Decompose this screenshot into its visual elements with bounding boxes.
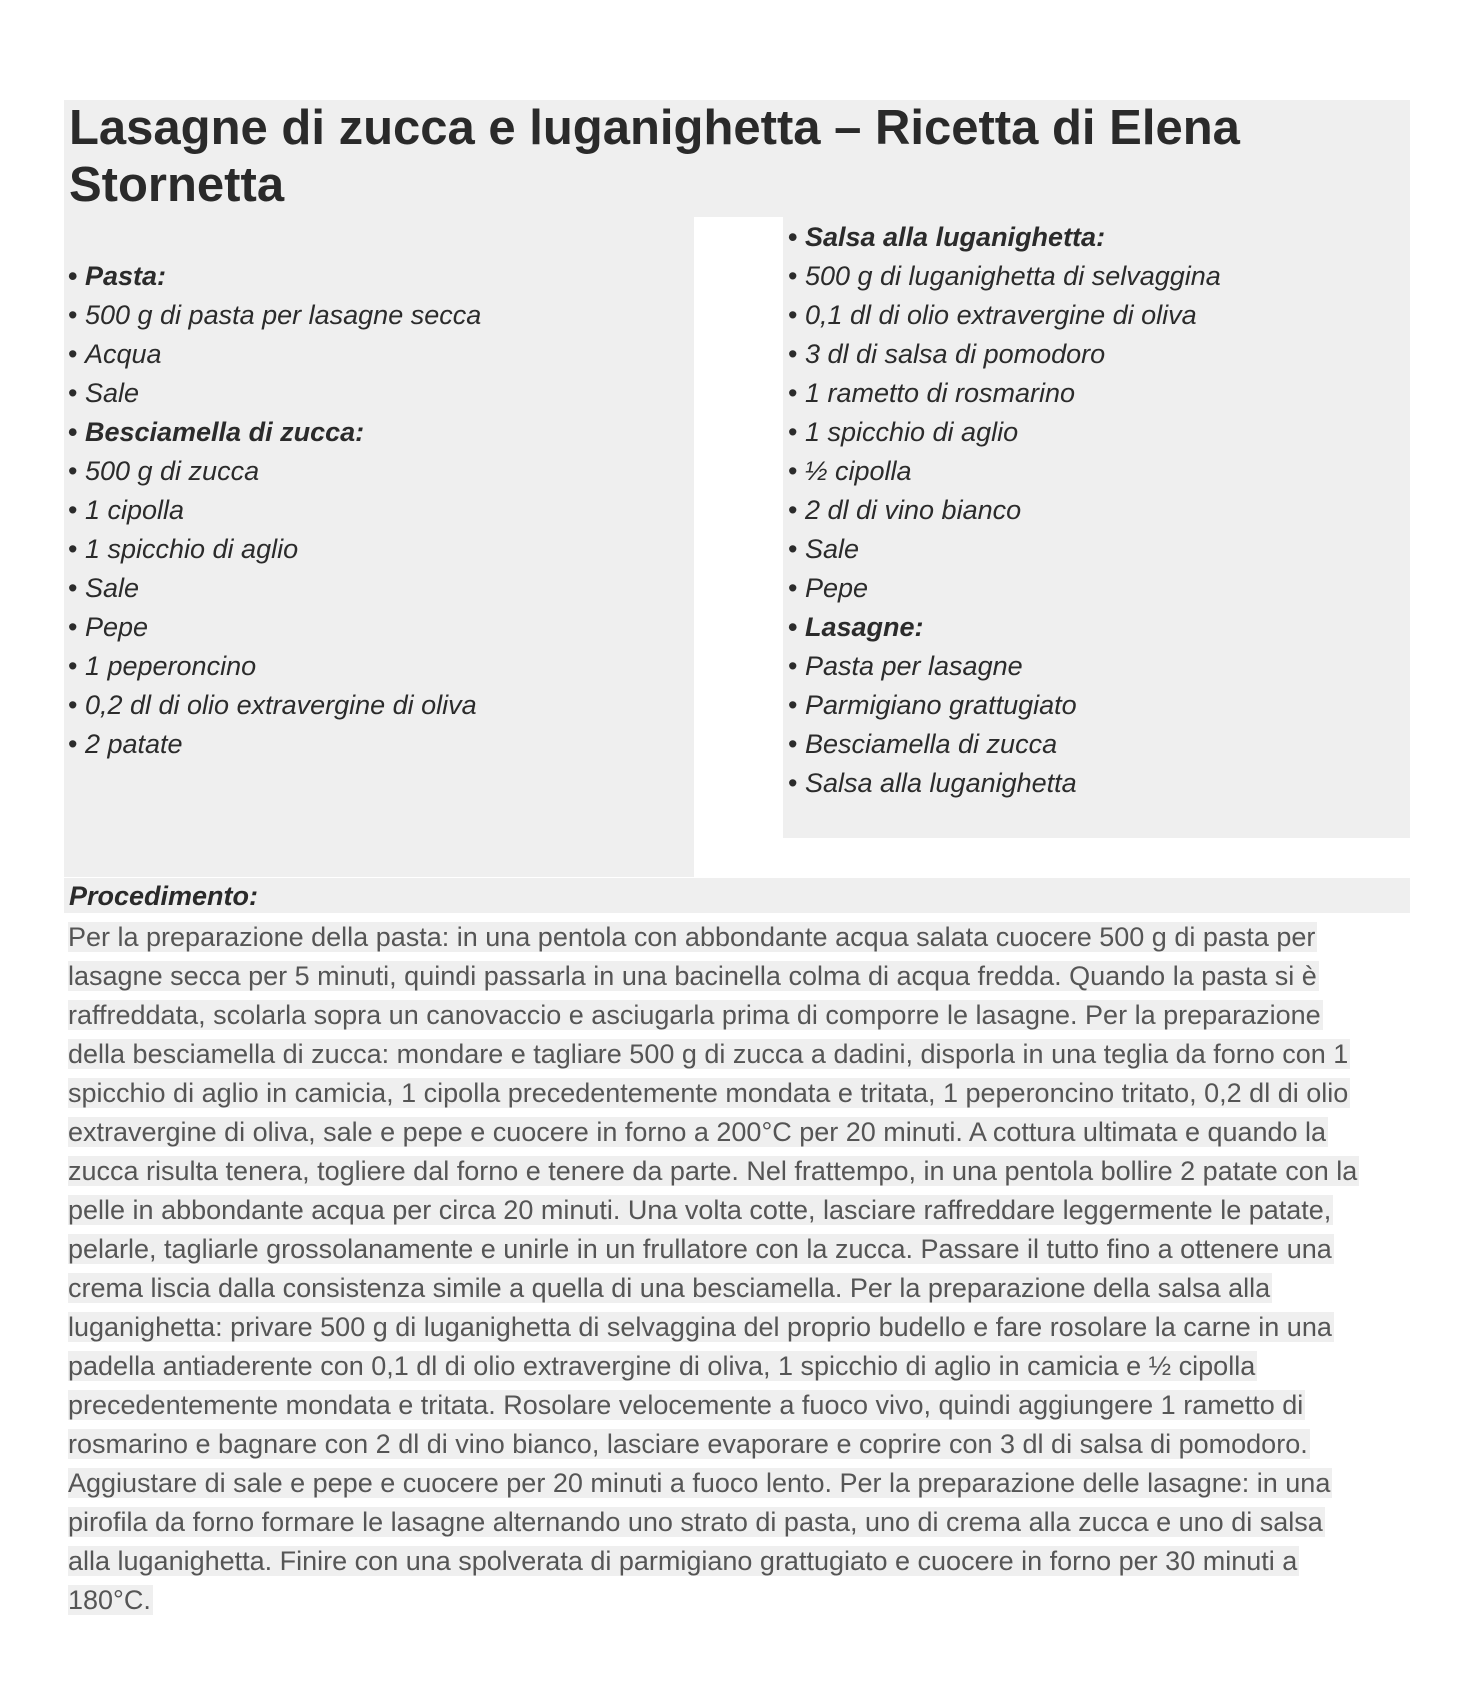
procedure-line [68, 1152, 1413, 1191]
procedure-line-text: pelle in abbondante acqua per circa 20 minuti. Una volta cotte, lasciare raffreddare leggermente le patate, [68, 1195, 1332, 1225]
ingredient-item: • 1 spicchio di aglio [68, 530, 481, 569]
ingredient-item: • Sale [788, 530, 1221, 569]
ingredient-item: • 3 dl di salsa di pomodoro [788, 335, 1221, 374]
procedure-line-text: spicchio di aglio in camicia, 1 cipolla precedentemente mondata e tritata, 1 peperoncino tritato, 0,2 dl di olio [68, 1078, 1349, 1108]
ingredient-item: • Acqua [68, 335, 481, 374]
ingredient-item: • 1 spicchio di aglio [788, 413, 1221, 452]
procedure-line [68, 1464, 1413, 1503]
ingredient-item: • Sale [68, 374, 481, 413]
procedure-line [68, 1425, 1413, 1464]
procedure-heading: Procedimento: [69, 881, 259, 911]
ingredient-item: • 1 peperoncino [68, 647, 481, 686]
ingredient-section-heading: • Lasagne: [788, 608, 1221, 647]
procedure-line-text: padella antiaderente con 0,1 dl di olio extravergine di oliva, 1 spicchio di aglio in camicia e ½ cipolla [68, 1351, 1256, 1381]
ingredient-item: • 1 rametto di rosmarino [788, 374, 1221, 413]
procedure-line [68, 1230, 1413, 1269]
ingredient-item: • Pepe [68, 608, 481, 647]
procedure-line-text: Aggiustare di sale e pepe e cuocere per 20 minuti a fuoco lento. Per la preparazione delle lasagne: in una [68, 1468, 1331, 1498]
ingredient-item: • Parmigiano grattugiato [788, 686, 1221, 725]
procedure-line-text: Per la preparazione della pasta: in una pentola con abbondante acqua salata cuocere 500 g di pasta per [68, 922, 1316, 952]
ingredient-section-heading: • Pasta: [68, 257, 481, 296]
procedure-line-text: della besciamella di zucca: mondare e tagliare 500 g di zucca a dadini, disporla in una teglia da forno con 1 [68, 1039, 1349, 1069]
ingredient-item: • 0,2 dl di olio extravergine di oliva [68, 686, 481, 725]
procedure-line [68, 1542, 1413, 1581]
ingredient-item: • Pepe [788, 569, 1221, 608]
procedure-heading-background [64, 878, 1410, 913]
procedure-line [68, 1035, 1413, 1074]
ingredients-list-left [68, 257, 481, 764]
ingredient-section-heading: • Besciamella di zucca: [68, 413, 481, 452]
ingredient-item: • 1 cipolla [68, 491, 481, 530]
procedure-line [68, 1113, 1413, 1152]
procedure-line [68, 1386, 1413, 1425]
ingredient-item: • 500 g di pasta per lasagne secca [68, 296, 481, 335]
procedure-line-text: precedentemente mondata e tritata. Rosolare velocemente a fuoco vivo, quindi aggiungere 1 rametto di [68, 1390, 1304, 1420]
ingredient-item: • 0,1 dl di olio extravergine di oliva [788, 296, 1221, 335]
procedure-line [68, 1074, 1413, 1113]
procedure-line [68, 1581, 1413, 1620]
ingredient-section-heading: • Salsa alla luganighetta: [788, 218, 1221, 257]
procedure-line [68, 918, 1413, 957]
ingredient-item: • 500 g di luganighetta di selvaggina [788, 257, 1221, 296]
procedure-line [68, 996, 1413, 1035]
page-title: Lasagne di zucca e luganighetta – Ricetta di Elena Stornetta [69, 101, 1240, 212]
ingredient-item: • Besciamella di zucca [788, 725, 1221, 764]
procedure-line-text: luganighetta: privare 500 g di luganighetta di selvaggina del proprio budello e fare rosolare la carne in una [68, 1312, 1332, 1342]
procedure-line-text: alla luganighetta. Finire con una spolverata di parmigiano grattugiato e cuocere in forno per 30 minuti a [68, 1546, 1298, 1576]
procedure-line-text: crema liscia dalla consistenza simile a quella di una besciamella. Per la preparazione della salsa alla [68, 1273, 1271, 1303]
procedure-line [68, 1269, 1413, 1308]
ingredient-item: • Salsa alla luganighetta [788, 764, 1221, 803]
ingredient-item: • ½ cipolla [788, 452, 1221, 491]
ingredient-item: • Pasta per lasagne [788, 647, 1221, 686]
procedure-line [68, 1503, 1413, 1542]
procedure-line-text: zucca risulta tenera, togliere dal forno e tenere da parte. Nel frattempo, in una pentola bollire 2 patate con la [68, 1156, 1358, 1186]
procedure-line [68, 957, 1413, 996]
procedure-line-text: pirofila da forno formare le lasagne alternando uno strato di pasta, uno di crema alla zucca e uno di salsa [68, 1507, 1323, 1537]
procedure-line-text: extravergine di oliva, sale e pepe e cuocere in forno a 200°C per 20 minuti. A cottura ultimata e quando la [68, 1117, 1327, 1147]
procedure-line-text: raffreddata, scolarla sopra un canovaccio e asciugarla prima di comporre le lasagne. Per la preparazione [68, 1000, 1321, 1030]
procedure-line-text: lasagne secca per 5 minuti, quindi passarla in una bacinella colma di acqua fredda. Quando la pasta si è [68, 961, 1317, 991]
procedure-line-text: 180°C. [68, 1585, 151, 1615]
ingredient-item: • 500 g di zucca [68, 452, 481, 491]
ingredient-item: • 2 patate [68, 725, 481, 764]
procedure-line [68, 1308, 1413, 1347]
procedure-line-text: pelarle, tagliarle grossolanamente e unirle in un frullatore con la zucca. Passare il tutto fino a ottenere una [68, 1234, 1332, 1264]
ingredients-list-right [788, 218, 1221, 803]
ingredient-item: • 2 dl di vino bianco [788, 491, 1221, 530]
ingredient-item: • Sale [68, 569, 481, 608]
procedure-text [68, 918, 1413, 1620]
procedure-line [68, 1347, 1413, 1386]
procedure-line [68, 1191, 1413, 1230]
procedure-line-text: rosmarino e bagnare con 2 dl di vino bianco, lasciare evaporare e coprire con 3 dl di salsa di pomodoro. [68, 1429, 1308, 1459]
